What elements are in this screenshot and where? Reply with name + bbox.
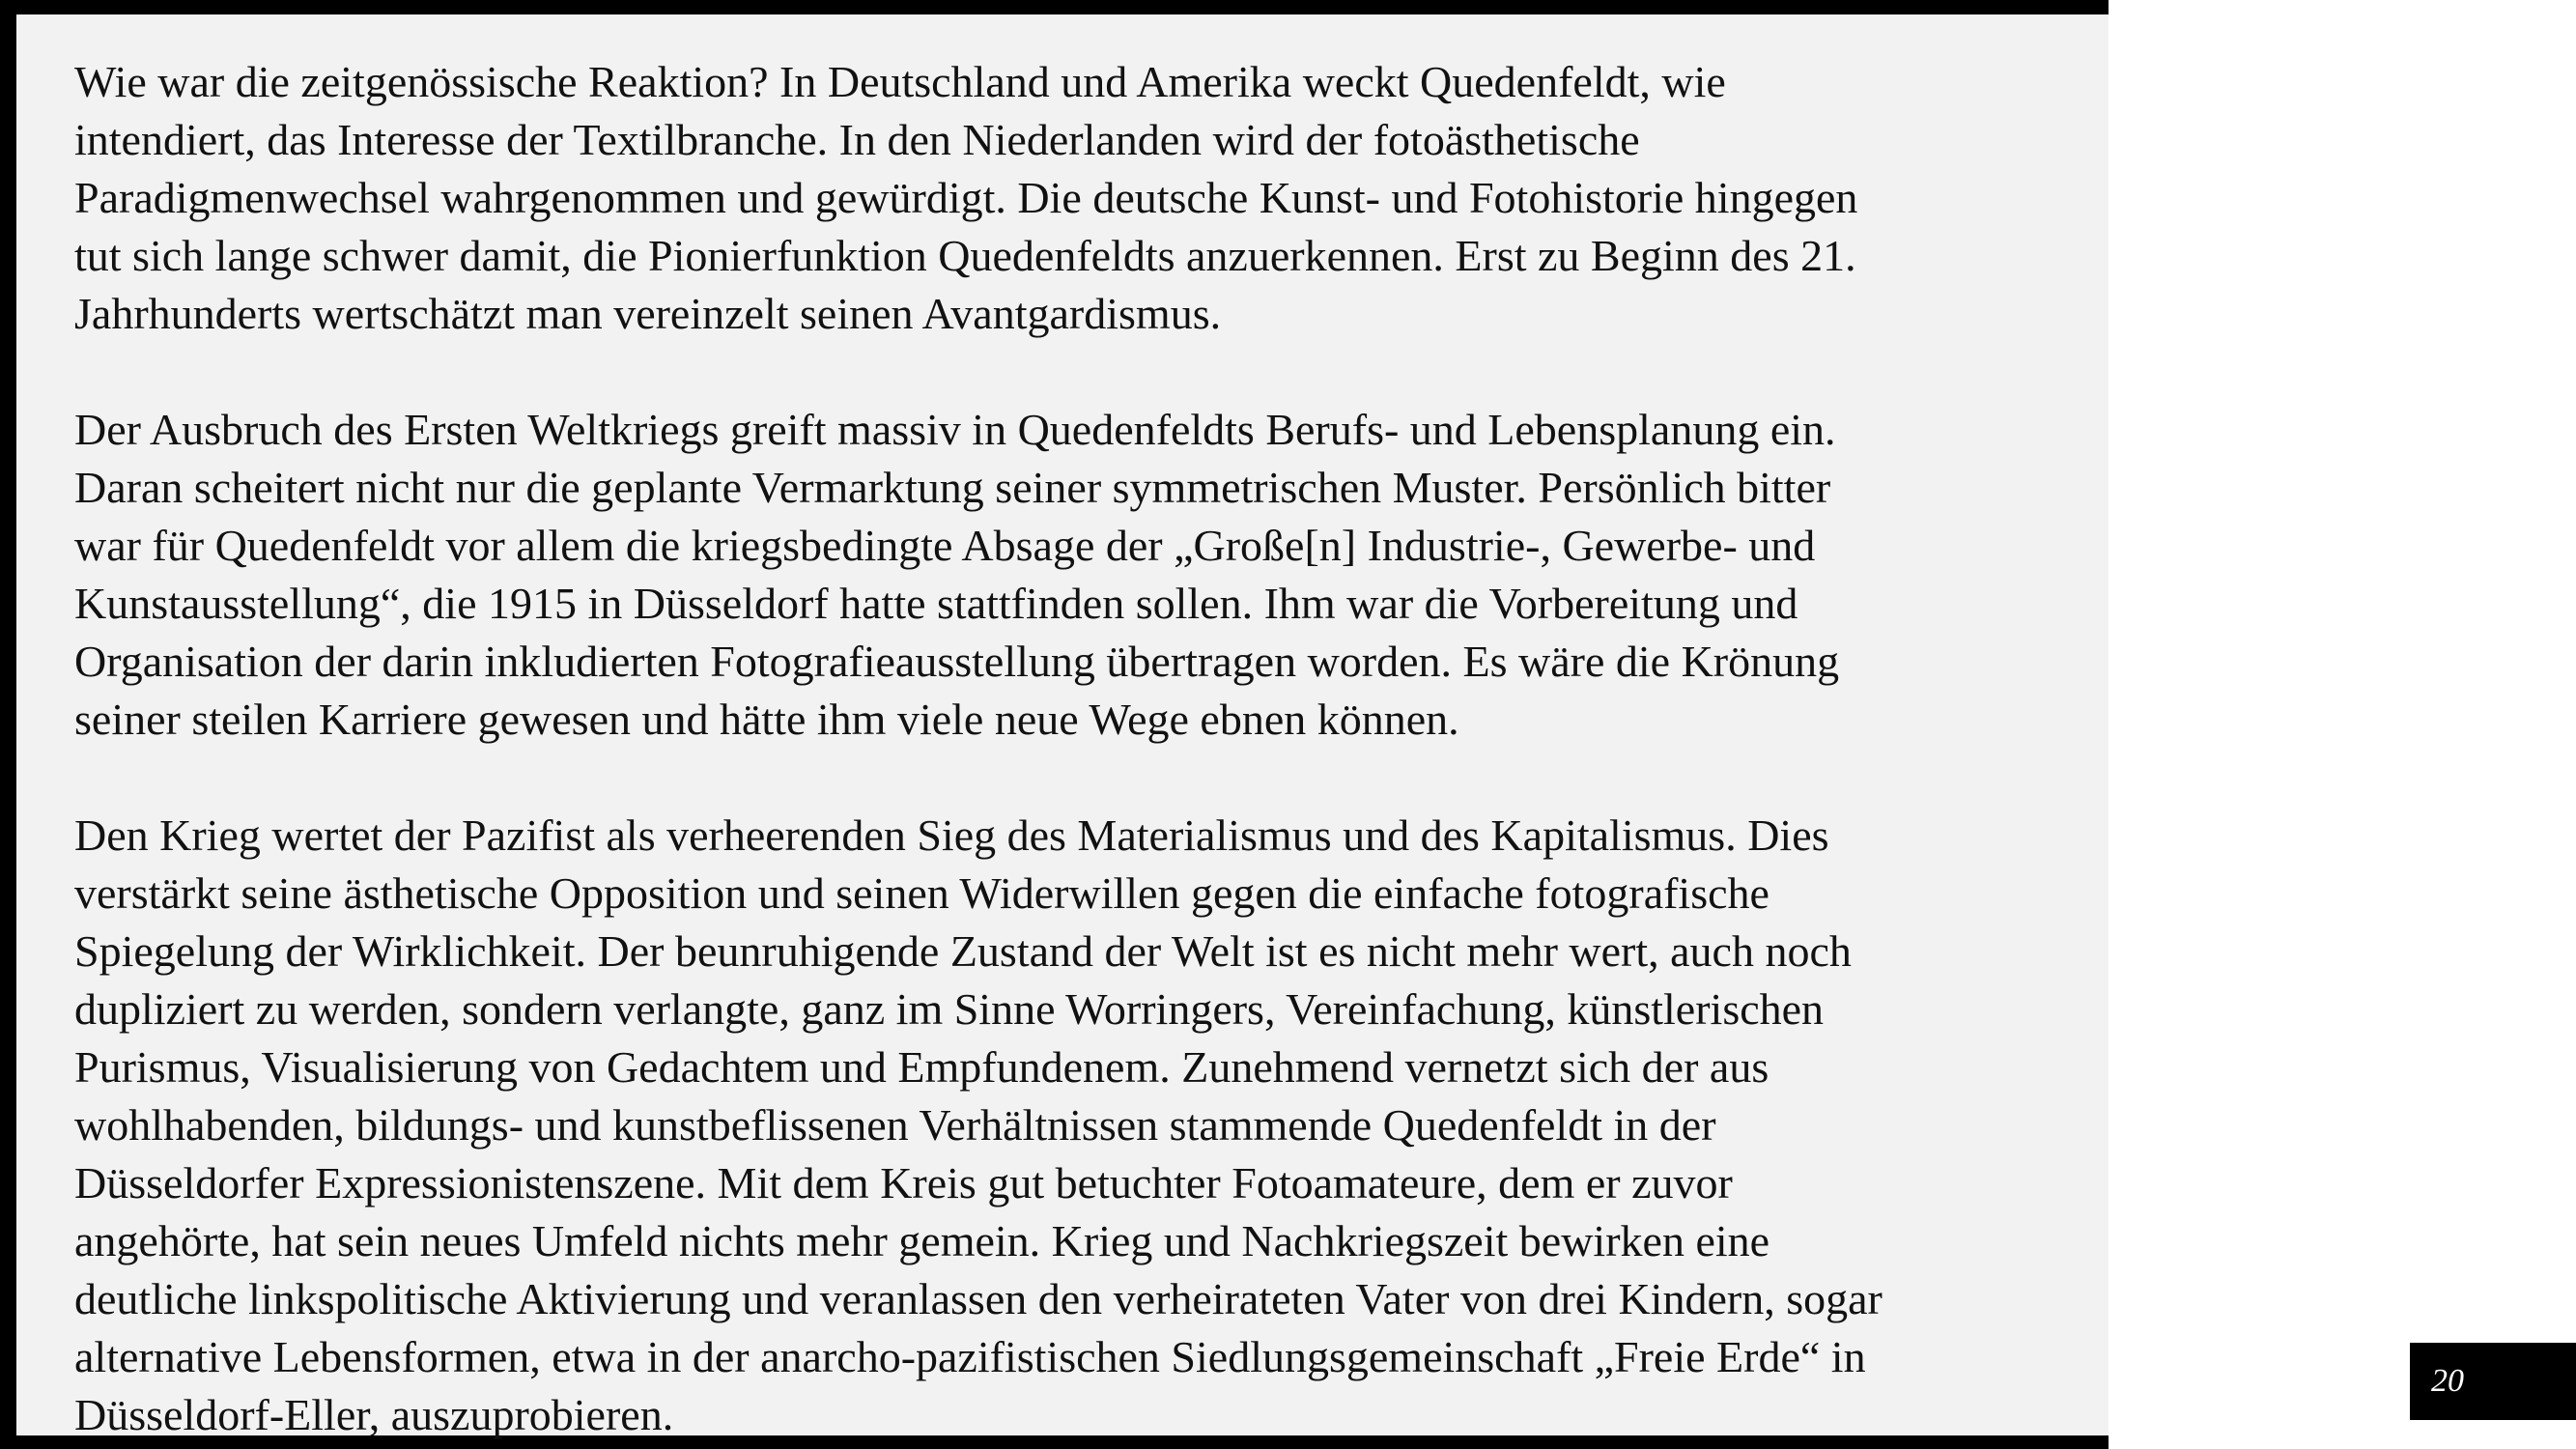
text-line: Spiegelung der Wirklichkeit. Der beunruhigende Zustand der Welt ist es nicht mehr wert, auch noch [74,926,1852,976]
paragraph-3 [74,807,2112,1444]
text-line: Purismus, Visualisierung von Gedachtem und Empfundenem. Zunehmend vernetzt sich der aus [74,1042,1769,1092]
text-line: deutliche linkspolitische Aktivierung und veranlassen den verheirateten Vater von drei Kindern, sogar [74,1274,1882,1323]
page-number: 20 [2431,1363,2464,1399]
text-line: Daran scheitert nicht nur die geplante Vermarktung seiner symmetrischen Muster. Persönlich bitter [74,463,1831,512]
text-line: war für Quedenfeldt vor allem die kriegsbedingte Absage der „Große[n] Industrie-, Gewerbe- und [74,521,1816,570]
text-line: wohlhabenden, bildungs- und kunstbeflissenen Verhältnissen stammende Quedenfeldt in der [74,1100,1716,1150]
text-line: Den Krieg wertet der Pazifist als verheerenden Sieg des Materialismus und des Kapitalismus. Dies [74,810,1829,860]
text-line: angehörte, hat sein neues Umfeld nichts mehr gemein. Krieg und Nachkriegszeit bewirken eine [74,1216,1770,1265]
text-line: seiner steilen Karriere gewesen und hätte ihm viele neue Wege ebnen können. [74,695,1459,744]
text-line: Jahrhunderts wertschätzt man vereinzelt seinen Avantgardismus. [74,289,1222,338]
text-line: alternative Lebensformen, etwa in der anarcho-pazifistischen Siedlungsgemeinschaft „Freie Erde“ in [74,1332,1866,1381]
text-line: Wie war die zeitgenössische Reaktion? In Deutschland und Amerika weckt Quedenfeldt, wie [74,57,1726,106]
paragraph-spacer [74,749,2112,807]
text-line: intendiert, das Interesse der Textilbranche. In den Niederlanden wird der fotoästhetische [74,115,1640,164]
text-line: Kunstausstellung“, die 1915 in Düsseldorf hatte stattfinden sollen. Ihm war die Vorbereitung und [74,579,1798,628]
text-line: Paradigmenwechsel wahrgenommen und gewürdigt. Die deutsche Kunst- und Fotohistorie hingegen [74,173,1858,222]
body-text [74,53,2112,1444]
page-number-badge [2410,1343,2576,1420]
text-line: dupliziert zu werden, sondern verlangte, ganz im Sinne Worringers, Vereinfachung, künstlerischen [74,984,1825,1034]
paragraph-spacer [74,343,2112,401]
text-line: verstärkt seine ästhetische Opposition und seinen Widerwillen gegen die einfache fotografische [74,868,1769,918]
text-line: Düsseldorfer Expressionistenszene. Mit dem Kreis gut betuchter Fotoamateure, dem er zuvor [74,1158,1733,1208]
paragraph-2 [74,401,2112,749]
text-line: Organisation der darin inkludierten Fotografieausstellung übertragen worden. Es wäre die Krönung [74,637,1840,686]
text-line: tut sich lange schwer damit, die Pionierfunktion Quedenfeldts anzuerkennen. Erst zu Beginn des 21. [74,231,1856,280]
text-line: Düsseldorf-Eller, auszuprobieren. [74,1390,674,1439]
text-line: Der Ausbruch des Ersten Weltkriegs greift massiv in Quedenfeldts Berufs- und Lebensplanung ein. [74,405,1836,454]
paragraph-1 [74,53,2112,343]
